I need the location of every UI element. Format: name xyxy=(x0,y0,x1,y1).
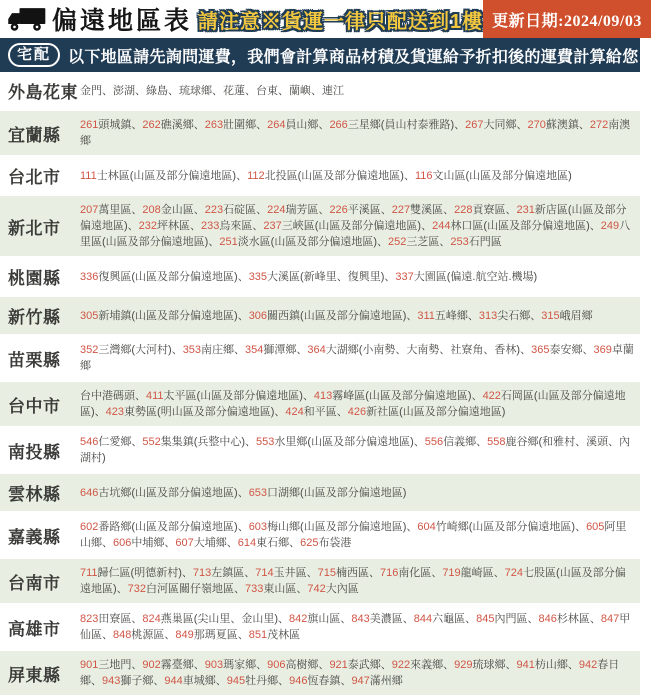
postal-code: 646 xyxy=(80,486,99,499)
postal-code: 625 xyxy=(300,537,319,549)
postal-code: 207 xyxy=(80,204,99,216)
postal-code: 844 xyxy=(413,613,433,625)
postal-code: 413 xyxy=(313,390,333,402)
postal-code: 111 xyxy=(80,169,97,182)
postal-code: 846 xyxy=(538,613,557,625)
region-label: 新北市 xyxy=(8,218,61,238)
table-row xyxy=(0,295,640,336)
postal-code: 824 xyxy=(142,613,161,625)
table-row xyxy=(0,513,640,557)
table-row xyxy=(0,428,640,472)
postal-code: 732 xyxy=(127,583,147,595)
table-row xyxy=(0,380,640,428)
region-label: 雲林縣 xyxy=(8,485,61,504)
postal-code: 227 xyxy=(391,204,411,216)
postal-code: 603 xyxy=(248,521,268,533)
postal-code: 253 xyxy=(450,236,469,248)
postal-code: 945 xyxy=(226,675,246,687)
postal-code: 823 xyxy=(80,613,99,625)
shipping-fee-note: 以下地區請先詢問運費，我們會計算商品材積及貨運給予折扣後的運費計算給您 xyxy=(68,48,639,66)
postal-code: 714 xyxy=(255,567,274,579)
postal-code: 552 xyxy=(142,436,161,448)
postal-code: 353 xyxy=(182,344,202,356)
postal-code: 653 xyxy=(248,486,268,499)
region-label: 嘉義縣 xyxy=(8,527,61,547)
postal-code: 315 xyxy=(541,309,560,322)
postal-code: 422 xyxy=(482,390,501,402)
postal-code: 716 xyxy=(379,567,399,579)
postal-code: 263 xyxy=(204,119,224,131)
region-entries: 207萬里區、208金山區、223石碇區、224瑞芳區、226平溪區、227雙溪區、228貢寮區、231新店區(山區及部分偏遠地區)、232坪林區、233烏來區、237三峽區(山區及部分偏遠地區)、244林口區(山區及部分偏遠地區)、249八里區(山區及部分偏遠地區)、251淡水區(山區及部分偏遠地區)、252三芝區、253石門區 xyxy=(80,204,631,248)
postal-code: 947 xyxy=(351,675,370,687)
region-entries: 901三地門、902霧臺鄉、903瑪家鄉、906高樹鄉、921泰武鄉、922來義鄉、929琉球鄉、941枋山鄉、942春日鄉、943獅子鄉、944車城鄉、945牡丹鄉、946恆春鎮、947滿州鄉 xyxy=(80,659,620,687)
postal-code: 906 xyxy=(267,659,286,671)
postal-code: 335 xyxy=(248,270,268,283)
postal-code: 903 xyxy=(204,659,224,671)
postal-code: 233 xyxy=(201,220,220,232)
update-date-badge: 更新日期:2024/09/03 xyxy=(483,0,651,38)
postal-code: 604 xyxy=(417,521,436,533)
postal-code: 311 xyxy=(417,309,435,322)
postal-code: 266 xyxy=(329,119,348,131)
region-label: 外島花東 xyxy=(8,83,78,102)
region-entries: 546仁愛鄉、552集集鎮(兵整中心)、553水里鄉(山區及部分偏遠地區)、556信義鄉、558鹿谷鄉(和雅村、溪頭、內湖村) xyxy=(80,436,631,464)
table-row xyxy=(0,258,640,295)
postal-code: 719 xyxy=(442,567,461,579)
home-delivery-badge: 宅配 xyxy=(8,43,60,67)
postal-code: 711 xyxy=(80,567,98,579)
postal-code: 922 xyxy=(391,659,411,671)
region-entries: 823田寮區、824燕巢區(尖山里、金山里)、842旗山區、843美濃區、844六龜區、845內門區、846杉林區、847甲仙區、848桃源區、849那瑪夏區、851茂林區 xyxy=(80,613,631,641)
postal-code: 251 xyxy=(219,236,238,248)
region-entries: 336復興區(山區及部分偏遠地區)、335大溪區(新峰里、復興里)、337大園區(偏遠.航空站.機場) xyxy=(80,270,538,283)
postal-code: 249 xyxy=(600,220,620,232)
postal-code: 845 xyxy=(476,613,495,625)
region-label: 苗栗縣 xyxy=(8,350,61,370)
postal-code: 426 xyxy=(347,406,367,418)
postal-code: 313 xyxy=(478,309,498,322)
postal-code: 336 xyxy=(80,270,99,283)
postal-code: 223 xyxy=(204,204,224,216)
delivery-warning-text: 請注意※貨運一律只配送到1樓 xyxy=(198,10,484,33)
postal-code: 715 xyxy=(317,567,336,579)
postal-code: 941 xyxy=(516,659,535,671)
postal-code: 337 xyxy=(395,270,414,283)
table-row xyxy=(0,72,640,109)
postal-code: 556 xyxy=(424,436,444,448)
postal-code: 264 xyxy=(267,119,286,131)
region-entries: 646古坑鄉(山區及部分偏遠地區)、653口湖鄉(山區及部分偏遠地區) xyxy=(80,486,407,499)
postal-code: 742 xyxy=(307,583,326,595)
region-label: 台中市 xyxy=(8,396,61,416)
region-label: 新竹縣 xyxy=(8,308,61,327)
region-entries: 台中港碼頭、411太平區(山區及部分偏遠地區)、413霧峰區(山區及部分偏遠地區)、422石岡區(山區及部分偏遠地區)、423東勢區(明山區及部分偏遠地區)、424和平區、426新社區(山區及部分偏遠地區) xyxy=(80,390,626,418)
postal-code: 902 xyxy=(142,659,161,671)
postal-code: 843 xyxy=(351,613,370,625)
postal-code: 724 xyxy=(504,567,524,579)
table-row xyxy=(0,109,640,157)
header-bar xyxy=(0,0,640,38)
postal-code: 305 xyxy=(80,309,99,322)
brand xyxy=(0,1,192,37)
postal-code: 921 xyxy=(329,659,348,671)
postal-code: 237 xyxy=(263,220,282,232)
region-label: 南投縣 xyxy=(8,442,61,462)
postal-code: 369 xyxy=(593,344,612,356)
region-entries: 711歸仁區(明德新村)、713左鎮區、714玉井區、715楠西區、716南化區、719龍崎區、724七股區(山區及部分偏遠地區)、732白河區關仔嶺地區、733東山區、742大內區 xyxy=(80,567,626,595)
postal-code: 733 xyxy=(245,583,264,595)
postal-code: 354 xyxy=(245,344,264,356)
postal-code: 272 xyxy=(589,119,609,131)
table-row xyxy=(0,472,640,513)
postal-code: 226 xyxy=(329,204,348,216)
postal-code: 942 xyxy=(578,659,598,671)
postal-code: 553 xyxy=(256,436,275,448)
postal-code: 232 xyxy=(138,220,158,232)
postal-code: 306 xyxy=(248,309,268,322)
postal-code: 607 xyxy=(175,537,194,549)
page-title: 偏遠地區表 xyxy=(52,8,193,35)
postal-code: 231 xyxy=(516,204,535,216)
postal-code: 252 xyxy=(388,236,407,248)
region-label: 桃園縣 xyxy=(8,269,61,288)
region-label: 台南市 xyxy=(8,573,61,593)
postal-code: 228 xyxy=(454,204,473,216)
postal-code: 112 xyxy=(247,169,265,182)
region-entries: 261頭城鎮、262礁溪鄉、263壯圍鄉、264員山鄉、266三星鄉(員山村泰雅路)、267大同鄉、270蘇澳鎮、272南澳鄉 xyxy=(80,119,631,147)
region-label: 高雄市 xyxy=(8,619,61,639)
postal-code: 424 xyxy=(285,406,304,418)
postal-code: 713 xyxy=(192,567,212,579)
postal-code: 262 xyxy=(142,119,161,131)
postal-code: 411 xyxy=(146,390,164,402)
table-row xyxy=(0,157,640,194)
region-entries: 352三灣鄉(大河村)、353南庄鄉、354獅潭鄉、364大湖鄉(小南勢、大南勢、社寮角、香林)、365泰安鄉、369卓蘭鄉 xyxy=(80,344,634,372)
postal-code: 943 xyxy=(102,675,121,687)
postal-code: 224 xyxy=(267,204,286,216)
postal-code: 605 xyxy=(586,521,605,533)
region-table xyxy=(0,72,640,697)
postal-code: 851 xyxy=(248,629,268,641)
postal-code: 352 xyxy=(80,344,99,356)
postal-code: 270 xyxy=(527,119,546,131)
postal-code: 365 xyxy=(531,344,550,356)
table-row xyxy=(0,605,640,649)
postal-code: 848 xyxy=(113,629,132,641)
postal-code: 614 xyxy=(237,537,257,549)
postal-code: 546 xyxy=(80,436,99,448)
postal-code: 116 xyxy=(414,169,433,182)
postal-code: 946 xyxy=(289,675,308,687)
table-row xyxy=(0,336,640,380)
postal-code: 208 xyxy=(142,204,161,216)
postal-code: 842 xyxy=(289,613,308,625)
region-label: 台北市 xyxy=(8,168,61,187)
region-entries: 305新埔鎮(山區及部分偏遠地區)、306關西鎮(山區及部分偏遠地區)、311五峰鄉、313尖石鄉、315峨眉鄉 xyxy=(80,309,593,322)
table-row xyxy=(0,557,640,605)
postal-code: 849 xyxy=(175,629,194,641)
postal-code: 944 xyxy=(164,675,183,687)
region-entries: 111士林區(山區及部分偏遠地區)、112北投區(山區及部分偏遠地區)、116文山區(山區及部分偏遠地區) xyxy=(80,169,572,182)
postal-code: 364 xyxy=(307,344,326,356)
postal-code: 261 xyxy=(80,119,99,131)
postal-code: 602 xyxy=(80,521,99,533)
notice-bar xyxy=(0,38,640,72)
region-label: 宜蘭縣 xyxy=(8,125,61,145)
region-label: 屏東縣 xyxy=(8,665,61,685)
postal-code: 267 xyxy=(465,119,484,131)
postal-code: 423 xyxy=(105,406,125,418)
region-entries: 602番路鄉(山區及部分偏遠地區)、603梅山鄉(山區及部分偏遠地區)、604竹崎鄉(山區及部分偏遠地區)、605阿里山鄉、606中埔鄉、607大埔鄉、614東石鄉、625布袋港 xyxy=(80,521,627,549)
postal-code: 606 xyxy=(113,537,132,549)
postal-code: 901 xyxy=(80,659,99,671)
postal-code: 244 xyxy=(432,220,451,232)
table-row xyxy=(0,649,640,697)
postal-code: 847 xyxy=(600,613,620,625)
truck-icon xyxy=(7,5,47,33)
region-entries: 金門、澎湖、綠島、琉球鄉、花蓮、台東、蘭嶼、連江 xyxy=(80,84,344,97)
table-row xyxy=(0,194,640,258)
postal-code: 929 xyxy=(454,659,473,671)
postal-code: 558 xyxy=(487,436,506,448)
